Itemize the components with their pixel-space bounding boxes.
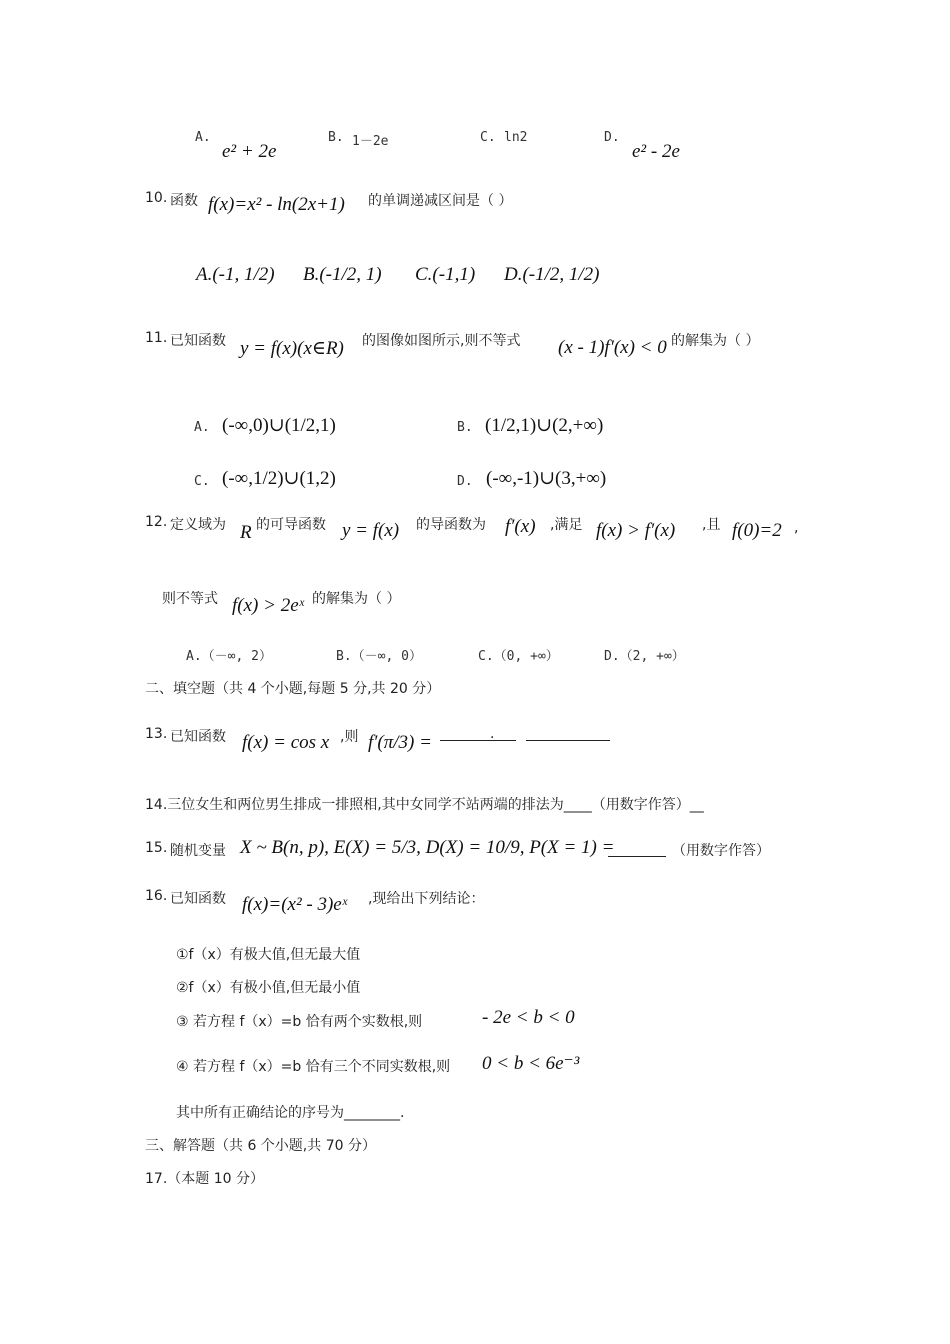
q11-suffix: 的解集为（ ） <box>671 333 760 349</box>
q12-text-5: ,且 <box>702 517 721 533</box>
q13-dot: . <box>490 726 495 742</box>
q13-prefix: 已知函数 <box>170 729 226 745</box>
option-b-label: B. <box>328 130 344 145</box>
q12-formula-6: f(x) > 2eˣ <box>232 595 304 616</box>
q11-option-c-expr: (-∞,1/2)∪(1,2) <box>222 468 336 489</box>
q13-formula: f(x) = cos x <box>242 732 330 753</box>
option-b-expr: 1－2e <box>352 134 389 149</box>
option-a-expr: e² + 2e <box>222 141 277 162</box>
q11-middle: 的图像如图所示,则不等式 <box>362 333 521 349</box>
q11-option-a-label: A. <box>194 420 210 435</box>
q16-formula: f(x)=(x² - 3)eˣ <box>242 894 348 915</box>
q12-text-6: 则不等式 <box>162 591 218 607</box>
q13-answer-blank[interactable] <box>440 726 516 741</box>
q10-option-d: D.(-1/2, 1/2) <box>504 264 600 285</box>
q12-option-c: C.（0, +∞） <box>478 649 559 664</box>
q17-heading: 17.（本题 10 分） <box>145 1171 264 1187</box>
q16-suffix: ,现给出下列结论： <box>368 891 485 907</box>
q10-option-b: B.(-1/2, 1) <box>303 264 382 285</box>
q16-prefix: 已知函数 <box>170 891 226 907</box>
option-c-expr: ln2 <box>504 130 528 145</box>
q15-prefix: 随机变量 <box>170 843 226 859</box>
q11-option-b-label: B. <box>457 420 473 435</box>
q10-option-a: A.(-1, 1/2) <box>196 264 275 285</box>
option-d-expr: e² - 2e <box>632 141 680 162</box>
q12-text-2: 的可导函数 <box>256 517 326 533</box>
q12-formula-5: f(0)=2 <box>732 520 782 541</box>
q11-option-d-label: D. <box>457 474 473 489</box>
q10-formula: f(x)=x² - ln(2x+1) <box>208 194 345 215</box>
q16-conclusion: 其中所有正确结论的序号为________. <box>176 1105 405 1121</box>
q15-formula: X ~ B(n, p), E(X) = 5/3, D(X) = 10/9, P(X = 1) = <box>240 837 615 858</box>
q12-text-1: 定义域为 <box>170 517 226 533</box>
q13-answer-blank-2[interactable] <box>526 726 610 741</box>
option-d-label: D. <box>604 130 620 145</box>
q12-option-d: D.（2, +∞） <box>604 649 685 664</box>
q15-answer-blank[interactable] <box>608 842 666 857</box>
q16-item-1: ①f（x）有极大值,但无最大值 <box>176 947 361 963</box>
q13-middle: ,则 <box>340 729 359 745</box>
q10-prefix: 函数 <box>170 193 198 209</box>
option-a-label: A. <box>195 130 211 145</box>
q10-option-c: C.(-1,1) <box>415 264 476 285</box>
q11-number: 11. <box>145 330 168 346</box>
q16-item-3-expr: - 2e < b < 0 <box>482 1007 575 1028</box>
option-c-label: C. <box>480 130 496 145</box>
q11-prefix: 已知函数 <box>170 333 226 349</box>
q15-suffix: （用数字作答） <box>672 843 770 859</box>
q12-number: 12. <box>145 514 168 530</box>
q12-formula-2: y = f(x) <box>342 520 400 541</box>
q11-formula2: (x - 1)f′(x) < 0 <box>558 337 667 358</box>
section-3-heading: 三、解答题（共 6 个小题,共 70 分） <box>145 1138 376 1154</box>
q16-number: 16. <box>145 888 168 904</box>
q12-option-b: B.（－∞, 0） <box>336 649 422 664</box>
q12-option-a: A.（－∞, 2） <box>186 649 272 664</box>
q11-formula1: y = f(x)(x∈R) <box>240 338 344 359</box>
q13-number: 13. <box>145 726 168 742</box>
q11-option-a-expr: (-∞,0)∪(1/2,1) <box>222 415 336 436</box>
q16-item-4-text: ④ 若方程 f（x）=b 恰有三个不同实数根,则 <box>176 1059 451 1075</box>
q16-item-3-text: ③ 若方程 f（x）=b 恰有两个实数根,则 <box>176 1014 423 1030</box>
q12-text-3: 的导函数为 <box>416 517 486 533</box>
section-2-heading: 二、填空题（共 4 个小题,每题 5 分,共 20 分） <box>145 681 441 697</box>
q12-text-4: ,满足 <box>550 517 583 533</box>
q10-suffix: 的单调递减区间是（ ） <box>368 193 513 209</box>
q12-formula-1: R <box>240 522 252 543</box>
q11-option-c-label: C. <box>194 474 210 489</box>
q15-number: 15. <box>145 840 168 856</box>
q11-option-d-expr: (-∞,-1)∪(3,+∞) <box>486 468 607 489</box>
q14-text: 14.三位女生和两位男生排成一排照相,其中女同学不站两端的排法为____（用数字作答）__ <box>145 797 704 813</box>
q10-number: 10. <box>145 190 168 206</box>
q11-option-b-expr: (1/2,1)∪(2,+∞) <box>485 415 604 436</box>
q16-item-2: ②f（x）有极小值,但无最小值 <box>176 980 361 996</box>
q16-item-4-expr: 0 < b < 6e⁻³ <box>482 1053 580 1074</box>
q13-formula2: f′(π/3) = <box>368 732 432 753</box>
q12-formula-3: f′(x) <box>505 516 536 537</box>
q12-text-5b: , <box>794 520 799 536</box>
q12-formula-4: f(x) > f′(x) <box>596 520 676 541</box>
q12-text-7: 的解集为（ ） <box>312 591 401 607</box>
